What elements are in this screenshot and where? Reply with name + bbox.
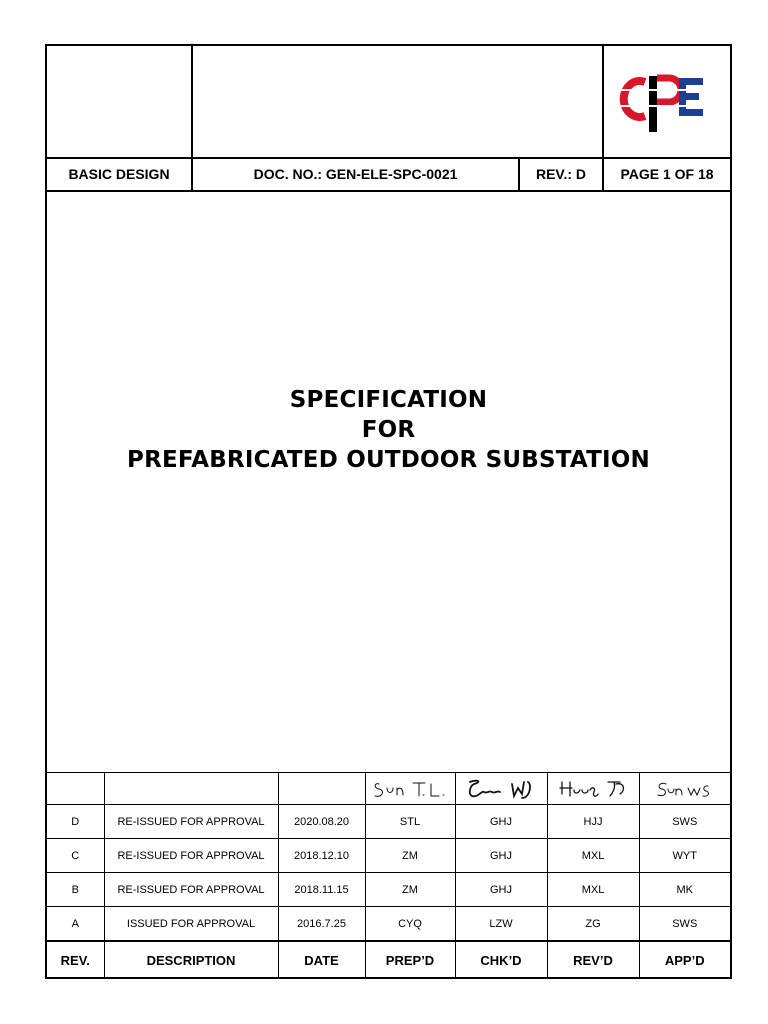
cell-prepd: CYQ: [365, 907, 455, 942]
cell-rev: A: [47, 907, 104, 942]
cell-description: ISSUED FOR APPROVAL: [104, 907, 278, 942]
column-header-rev: REV.: [47, 941, 104, 979]
doc-number: DOC. NO.: GEN-ELE-SPC-0021: [253, 166, 458, 182]
signature-revd: [547, 773, 639, 805]
column-header-appd: APP’D: [639, 941, 730, 979]
column-header-row: [47, 941, 730, 979]
cpe-logo: [619, 72, 711, 134]
cell-description: RE-ISSUED FOR APPROVAL: [104, 839, 278, 873]
cell-chkd: GHJ: [455, 873, 547, 907]
table-cell: [278, 773, 365, 805]
column-header-revd: REV’D: [547, 941, 639, 979]
cell-prepd: ZM: [365, 873, 455, 907]
document-header: [47, 46, 730, 192]
cell-appd: WYT: [639, 839, 730, 873]
table-row: [47, 873, 730, 907]
table-row: [47, 907, 730, 942]
cell-revd: MXL: [547, 839, 639, 873]
revision-table: [47, 772, 730, 979]
cell-rev: B: [47, 873, 104, 907]
signature-prepd-image: [371, 776, 449, 802]
signature-appd-image: [646, 776, 724, 802]
cell-date: 2016.7.25: [278, 907, 365, 942]
signature-chkd-image: [462, 776, 540, 802]
cell-date: 2018.12.10: [278, 839, 365, 873]
cell-description: RE-ISSUED FOR APPROVAL: [104, 805, 278, 839]
cell-rev: D: [47, 805, 104, 839]
cell-date: 2020.08.20: [278, 805, 365, 839]
document-frame: [45, 44, 732, 979]
cell-appd: SWS: [639, 907, 730, 942]
cell-revd: HJJ: [547, 805, 639, 839]
column-header-prepd: PREP’D: [365, 941, 455, 979]
cell-prepd: ZM: [365, 839, 455, 873]
table-cell: [47, 773, 104, 805]
title-line-3: PREFABRICATED OUTDOOR SUBSTATION: [127, 447, 650, 473]
cell-revd: ZG: [547, 907, 639, 942]
signature-chkd: [455, 773, 547, 805]
table-cell: [104, 773, 278, 805]
signature-prepd: [365, 773, 455, 805]
signature-row: [47, 773, 730, 805]
cell-description: RE-ISSUED FOR APPROVAL: [104, 873, 278, 907]
table-row: [47, 839, 730, 873]
column-header-date: DATE: [278, 941, 365, 979]
table-row: [47, 805, 730, 839]
column-header-description: DESCRIPTION: [104, 941, 278, 979]
cell-chkd: LZW: [455, 907, 547, 942]
header-empty-cell-left: [47, 46, 191, 157]
cell-rev: C: [47, 839, 104, 873]
title-line-2: FOR: [361, 417, 416, 443]
basic-design-label: BASIC DESIGN: [68, 166, 170, 182]
revision-label: REV.: D: [535, 166, 587, 182]
title-line-1: SPECIFICATION: [289, 387, 488, 413]
signature-revd-image: [554, 776, 632, 802]
cell-chkd: GHJ: [455, 839, 547, 873]
cell-prepd: STL: [365, 805, 455, 839]
cell-chkd: GHJ: [455, 805, 547, 839]
signature-appd: [639, 773, 730, 805]
cell-appd: MK: [639, 873, 730, 907]
header-empty-cell-center: [193, 46, 602, 157]
cell-date: 2018.11.15: [278, 873, 365, 907]
page-indicator: PAGE 1 OF 18: [620, 166, 714, 182]
cell-revd: MXL: [547, 873, 639, 907]
column-header-chkd: CHK’D: [455, 941, 547, 979]
cell-appd: SWS: [639, 805, 730, 839]
cpe-logo-icon: [619, 72, 711, 134]
